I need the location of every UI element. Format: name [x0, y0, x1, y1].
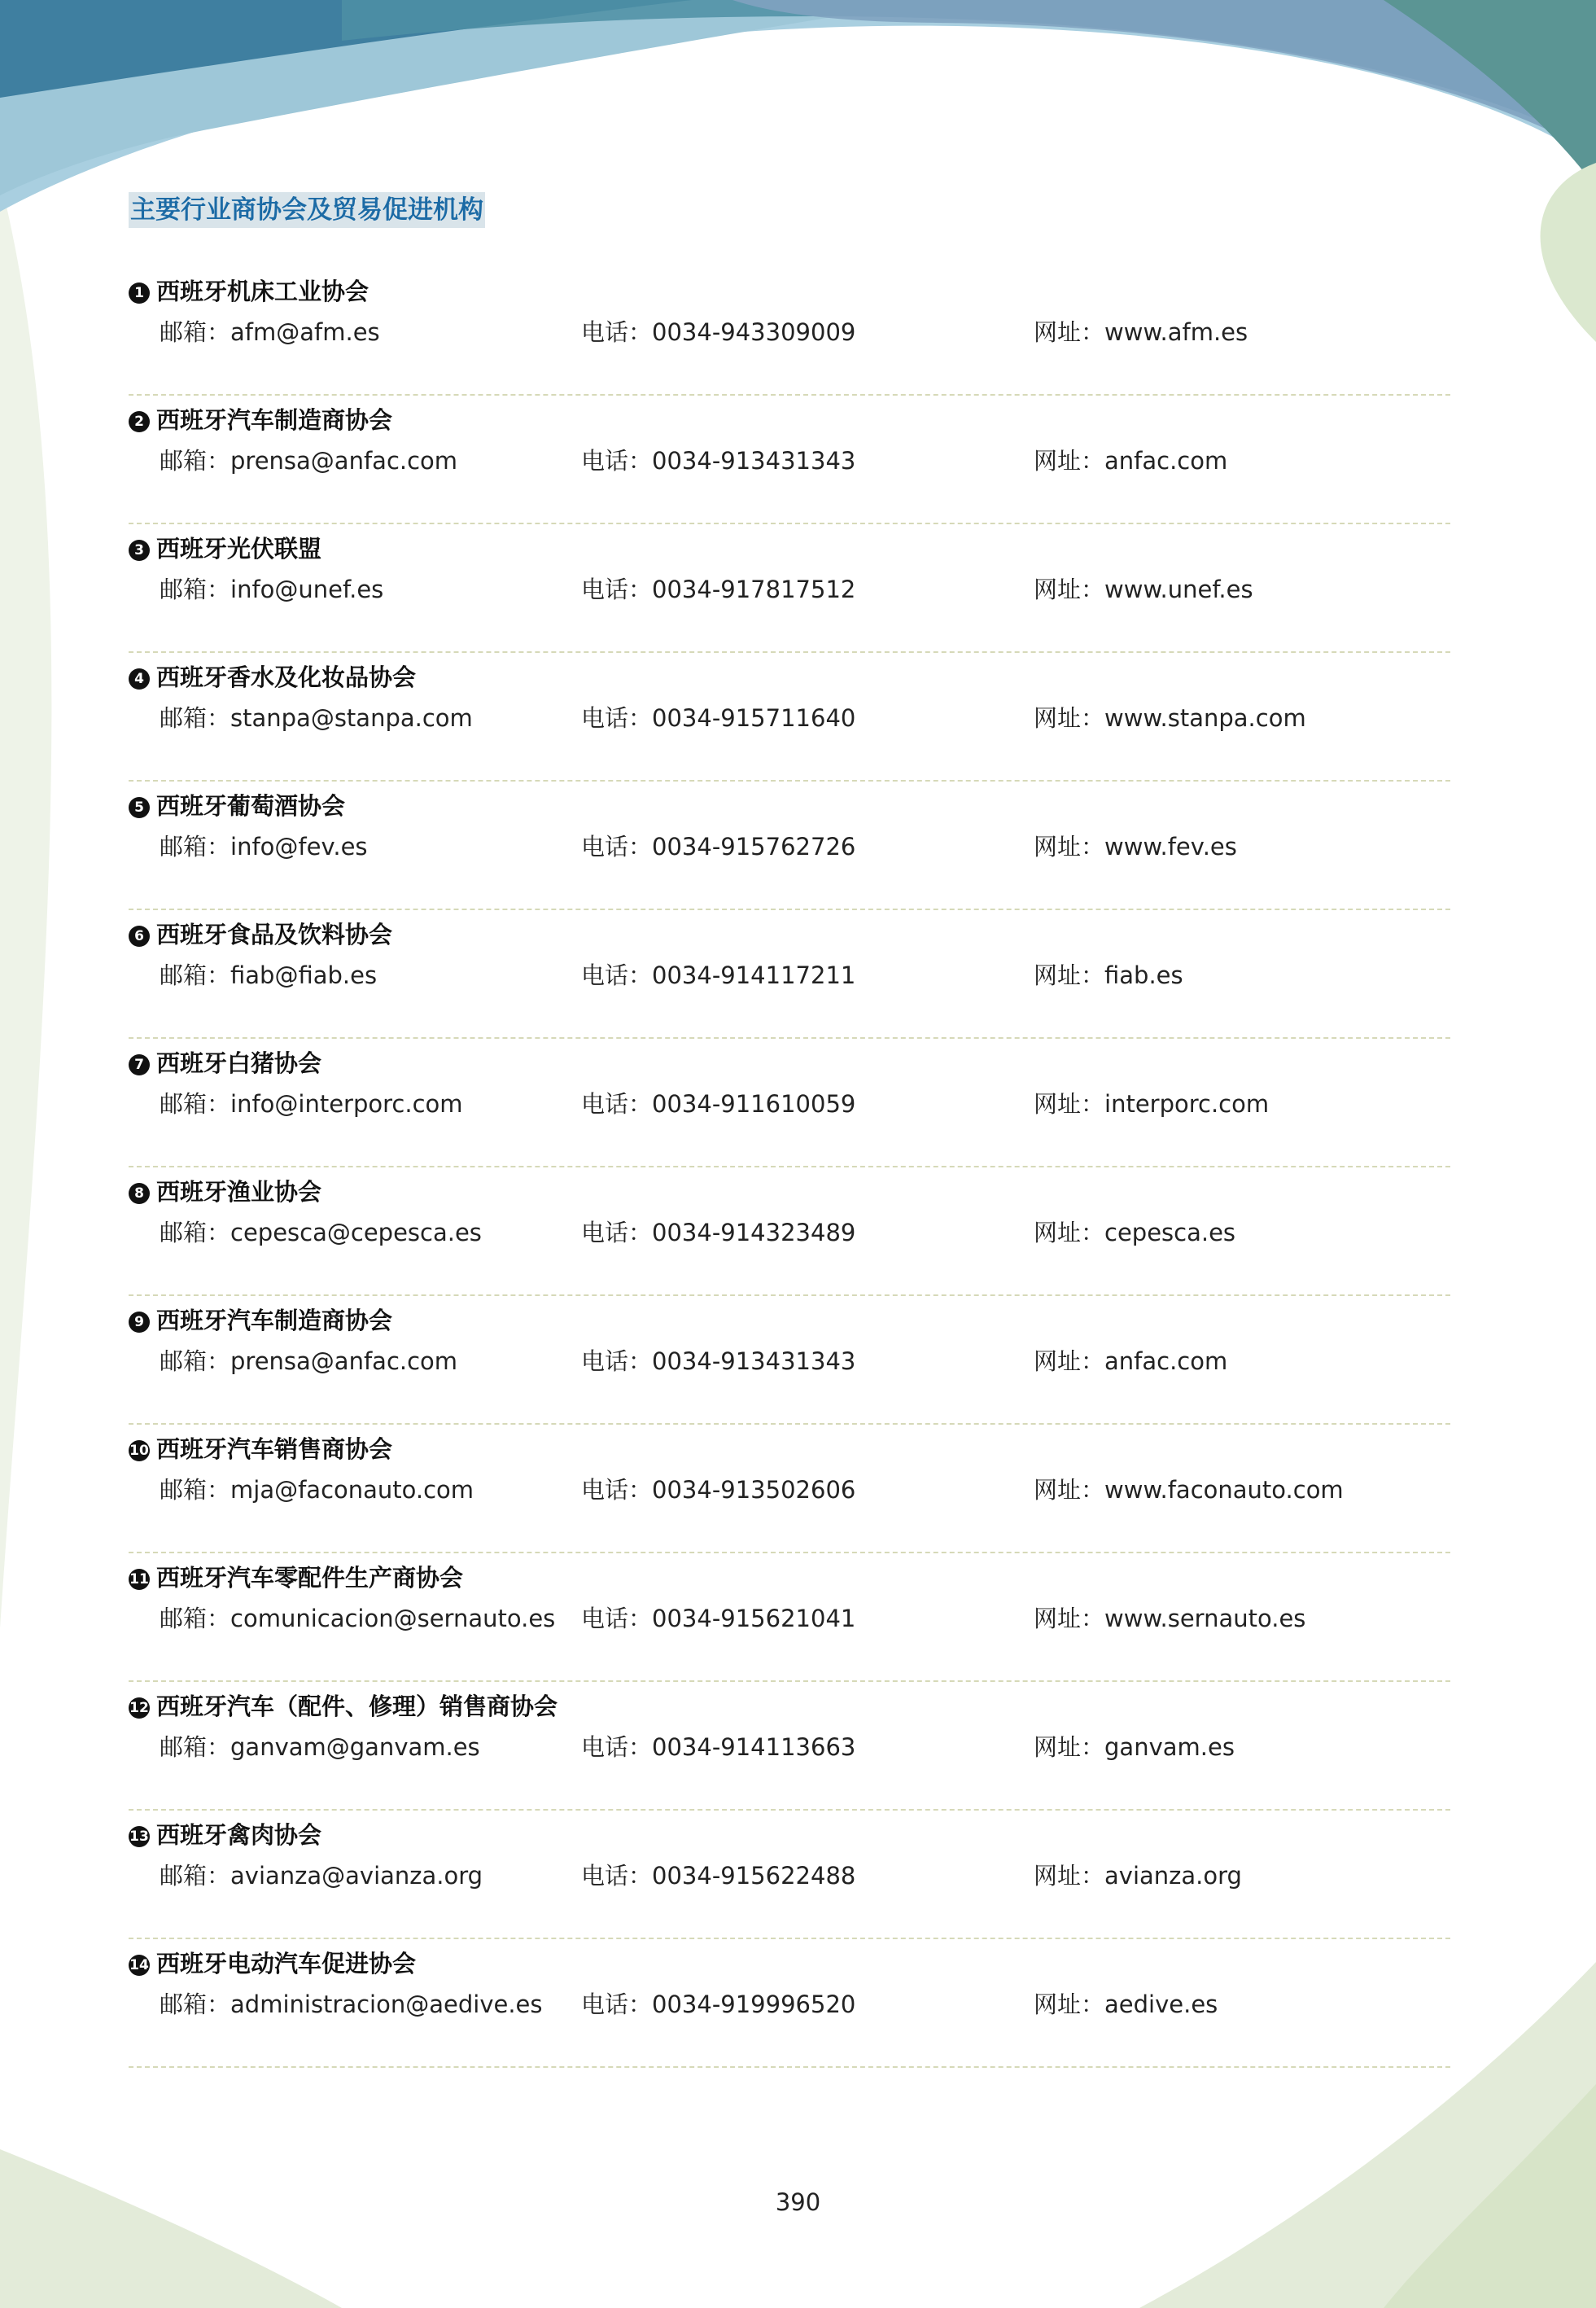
phone-field	[581, 829, 855, 865]
entry-title	[129, 1946, 416, 1982]
email-label: 邮箱：	[160, 1862, 231, 1890]
phone-label: 电话：	[581, 318, 653, 346]
phone-label: 电话：	[581, 961, 653, 989]
phone-label: 电话：	[581, 1605, 653, 1632]
list-item	[129, 653, 1450, 782]
entry-name: 西班牙电动汽车促进协会	[156, 1950, 417, 1977]
email-field	[160, 700, 473, 736]
entry-name: 西班牙食品及饮料协会	[156, 921, 393, 948]
entry-number: 9	[129, 1312, 150, 1333]
web-field	[1034, 1086, 1269, 1122]
phone-value: 0034-919996520	[652, 1990, 856, 2018]
web-value[interactable]: anfac.com	[1104, 447, 1228, 475]
phone-value: 0034-913502606	[652, 1476, 856, 1504]
phone-value: 0034-915621041	[652, 1605, 856, 1632]
phone-value: 0034-913431343	[652, 447, 856, 475]
phone-value: 0034-943309009	[652, 318, 856, 346]
email-value[interactable]: info@unef.es	[230, 576, 384, 603]
web-field	[1034, 1343, 1227, 1379]
web-label: 网址：	[1034, 704, 1105, 732]
web-value[interactable]: ganvam.es	[1104, 1733, 1235, 1761]
list-item	[129, 524, 1450, 653]
phone-field	[581, 957, 855, 993]
email-value[interactable]: afm@afm.es	[230, 318, 380, 346]
phone-label: 电话：	[581, 1347, 653, 1375]
phone-field	[581, 1858, 855, 1894]
email-value[interactable]: fiab@fiab.es	[230, 961, 378, 989]
email-value[interactable]: ganvam@ganvam.es	[230, 1733, 480, 1761]
entry-name: 西班牙汽车制造商协会	[156, 406, 393, 434]
entry-name: 西班牙白猪协会	[156, 1049, 322, 1077]
web-field	[1034, 572, 1253, 607]
phone-label: 电话：	[581, 833, 653, 861]
phone-field	[581, 1986, 855, 2022]
email-field	[160, 443, 457, 479]
email-label: 邮箱：	[160, 1733, 231, 1761]
list-item	[129, 1425, 1450, 1553]
phone-label: 电话：	[581, 1733, 653, 1761]
phone-value: 0034-915622488	[652, 1862, 856, 1890]
entry-number: 5	[129, 797, 150, 818]
email-label: 邮箱：	[160, 1476, 231, 1504]
entry-name: 西班牙汽车制造商协会	[156, 1307, 393, 1334]
web-value[interactable]: www.fev.es	[1104, 833, 1237, 861]
email-label: 邮箱：	[160, 318, 231, 346]
web-label: 网址：	[1034, 833, 1105, 861]
web-value[interactable]: www.afm.es	[1104, 318, 1248, 346]
web-value[interactable]: www.stanpa.com	[1104, 704, 1306, 732]
web-field	[1034, 314, 1248, 350]
phone-field	[581, 1472, 855, 1508]
entry-title	[129, 1045, 321, 1081]
entry-number: 14	[129, 1955, 150, 1976]
entry-title	[129, 1688, 558, 1724]
entry-number: 2	[129, 411, 150, 432]
entry-name: 西班牙香水及化妆品协会	[156, 663, 417, 691]
email-field	[160, 314, 380, 350]
web-field	[1034, 443, 1227, 479]
web-value[interactable]: www.sernauto.es	[1104, 1605, 1306, 1632]
web-label: 网址：	[1034, 447, 1105, 475]
email-field	[160, 1986, 543, 2022]
web-label: 网址：	[1034, 1090, 1105, 1118]
web-field	[1034, 1858, 1242, 1894]
phone-value: 0034-913431343	[652, 1347, 856, 1375]
email-value[interactable]: administracion@aedive.es	[230, 1990, 543, 2018]
entry-number: 7	[129, 1054, 150, 1075]
email-value[interactable]: info@interporc.com	[230, 1090, 463, 1118]
email-label: 邮箱：	[160, 704, 231, 732]
web-field	[1034, 957, 1183, 993]
email-label: 邮箱：	[160, 961, 231, 989]
list-item	[129, 1296, 1450, 1425]
email-label: 邮箱：	[160, 1605, 231, 1632]
phone-field	[581, 443, 855, 479]
list-item	[129, 1167, 1450, 1296]
email-label: 邮箱：	[160, 447, 231, 475]
entry-title	[129, 659, 416, 695]
entry-title	[129, 1817, 321, 1853]
entry-title	[129, 1174, 321, 1210]
web-label: 网址：	[1034, 576, 1105, 603]
web-field	[1034, 1729, 1235, 1765]
email-field	[160, 1858, 483, 1894]
email-field	[160, 1472, 474, 1508]
phone-label: 电话：	[581, 1219, 653, 1246]
phone-value: 0034-914117211	[652, 961, 856, 989]
entry-number: 4	[129, 668, 150, 690]
entry-title	[129, 531, 321, 567]
phone-field	[581, 314, 855, 350]
web-value[interactable]: fiab.es	[1104, 961, 1183, 989]
entry-number: 10	[129, 1440, 150, 1461]
email-label: 邮箱：	[160, 1347, 231, 1375]
list-item	[129, 1939, 1450, 2068]
web-value[interactable]: anfac.com	[1104, 1347, 1228, 1375]
web-label: 网址：	[1034, 1219, 1105, 1246]
list-item	[129, 267, 1450, 396]
phone-value: 0034-911610059	[652, 1090, 856, 1118]
entry-name: 西班牙渔业协会	[156, 1178, 322, 1206]
email-value[interactable]: cepesca@cepesca.es	[230, 1219, 482, 1246]
page-number: 390	[775, 2188, 821, 2216]
list-item	[129, 1682, 1450, 1811]
web-label: 网址：	[1034, 1733, 1105, 1761]
email-value[interactable]: avianza@avianza.org	[230, 1862, 483, 1890]
phone-label: 电话：	[581, 1990, 653, 2018]
list-item	[129, 396, 1450, 524]
list-item	[129, 1811, 1450, 1939]
entry-name: 西班牙葡萄酒协会	[156, 792, 346, 820]
email-value[interactable]: info@fev.es	[230, 833, 368, 861]
entry-number: 11	[129, 1569, 150, 1590]
email-value[interactable]: prensa@anfac.com	[230, 1347, 458, 1375]
phone-field	[581, 1601, 855, 1636]
phone-field	[581, 1086, 855, 1122]
phone-value: 0034-915711640	[652, 704, 856, 732]
list-item	[129, 1039, 1450, 1167]
email-field	[160, 1343, 457, 1379]
entry-name: 西班牙汽车零配件生产商协会	[156, 1564, 464, 1592]
web-value[interactable]: www.unef.es	[1104, 576, 1253, 603]
email-value[interactable]: comunicacion@sernauto.es	[230, 1605, 556, 1632]
entry-number: 1	[129, 282, 150, 304]
web-field	[1034, 829, 1237, 865]
email-label: 邮箱：	[160, 833, 231, 861]
phone-value: 0034-917817512	[652, 576, 856, 603]
web-value[interactable]: avianza.org	[1104, 1862, 1242, 1890]
phone-label: 电话：	[581, 1090, 653, 1118]
phone-value: 0034-914113663	[652, 1733, 856, 1761]
web-field	[1034, 1472, 1344, 1508]
email-value[interactable]: mja@faconauto.com	[230, 1476, 474, 1504]
email-label: 邮箱：	[160, 1090, 231, 1118]
phone-label: 电话：	[581, 1476, 653, 1504]
email-field	[160, 572, 383, 607]
list-item	[129, 1553, 1450, 1682]
email-label: 邮箱：	[160, 576, 231, 603]
email-field	[160, 829, 368, 865]
web-label: 网址：	[1034, 1605, 1105, 1632]
phone-field	[581, 572, 855, 607]
email-field	[160, 1215, 482, 1250]
email-field	[160, 957, 377, 993]
entry-number: 3	[129, 540, 150, 561]
phone-label: 电话：	[581, 576, 653, 603]
web-value[interactable]: cepesca.es	[1104, 1219, 1236, 1246]
entry-title	[129, 402, 392, 438]
entry-name: 西班牙机床工业协会	[156, 278, 369, 305]
section-title: 主要行业商协会及贸易促进机构	[129, 192, 485, 228]
web-field	[1034, 700, 1306, 736]
phone-field	[581, 1343, 855, 1379]
web-value[interactable]: interporc.com	[1104, 1090, 1270, 1118]
web-label: 网址：	[1034, 1990, 1105, 2018]
entry-name: 西班牙光伏联盟	[156, 535, 322, 563]
web-label: 网址：	[1034, 1862, 1105, 1890]
phone-label: 电话：	[581, 447, 653, 475]
phone-field	[581, 1729, 855, 1765]
email-label: 邮箱：	[160, 1990, 231, 2018]
email-label: 邮箱：	[160, 1219, 231, 1246]
entry-name: 西班牙汽车销售商协会	[156, 1435, 393, 1463]
email-value[interactable]: prensa@anfac.com	[230, 447, 458, 475]
email-field	[160, 1086, 463, 1122]
web-label: 网址：	[1034, 961, 1105, 989]
entry-title	[129, 917, 392, 953]
entry-title	[129, 1431, 392, 1467]
list-item	[129, 782, 1450, 910]
phone-field	[581, 700, 855, 736]
phone-value: 0034-914323489	[652, 1219, 856, 1246]
web-field	[1034, 1986, 1218, 2022]
entry-number: 8	[129, 1183, 150, 1204]
entry-number: 6	[129, 926, 150, 947]
email-field	[160, 1601, 555, 1636]
entry-title	[129, 274, 369, 309]
entry-title	[129, 1560, 463, 1596]
phone-field	[581, 1215, 855, 1250]
phone-value: 0034-915762726	[652, 833, 856, 861]
email-field	[160, 1729, 480, 1765]
phone-label: 电话：	[581, 1862, 653, 1890]
association-list	[129, 267, 1450, 2068]
web-field	[1034, 1215, 1235, 1250]
web-value[interactable]: aedive.es	[1104, 1990, 1218, 2018]
entry-title	[129, 1303, 392, 1338]
web-label: 网址：	[1034, 318, 1105, 346]
web-field	[1034, 1601, 1305, 1636]
web-label: 网址：	[1034, 1476, 1105, 1504]
entry-name: 西班牙禽肉协会	[156, 1821, 322, 1849]
email-value[interactable]: stanpa@stanpa.com	[230, 704, 473, 732]
web-label: 网址：	[1034, 1347, 1105, 1375]
list-item	[129, 910, 1450, 1039]
entry-name: 西班牙汽车（配件、修理）销售商协会	[156, 1693, 558, 1720]
entry-title	[129, 788, 345, 824]
entry-number: 12	[129, 1697, 150, 1719]
entry-number: 13	[129, 1826, 150, 1847]
web-value[interactable]: www.faconauto.com	[1104, 1476, 1344, 1504]
phone-label: 电话：	[581, 704, 653, 732]
